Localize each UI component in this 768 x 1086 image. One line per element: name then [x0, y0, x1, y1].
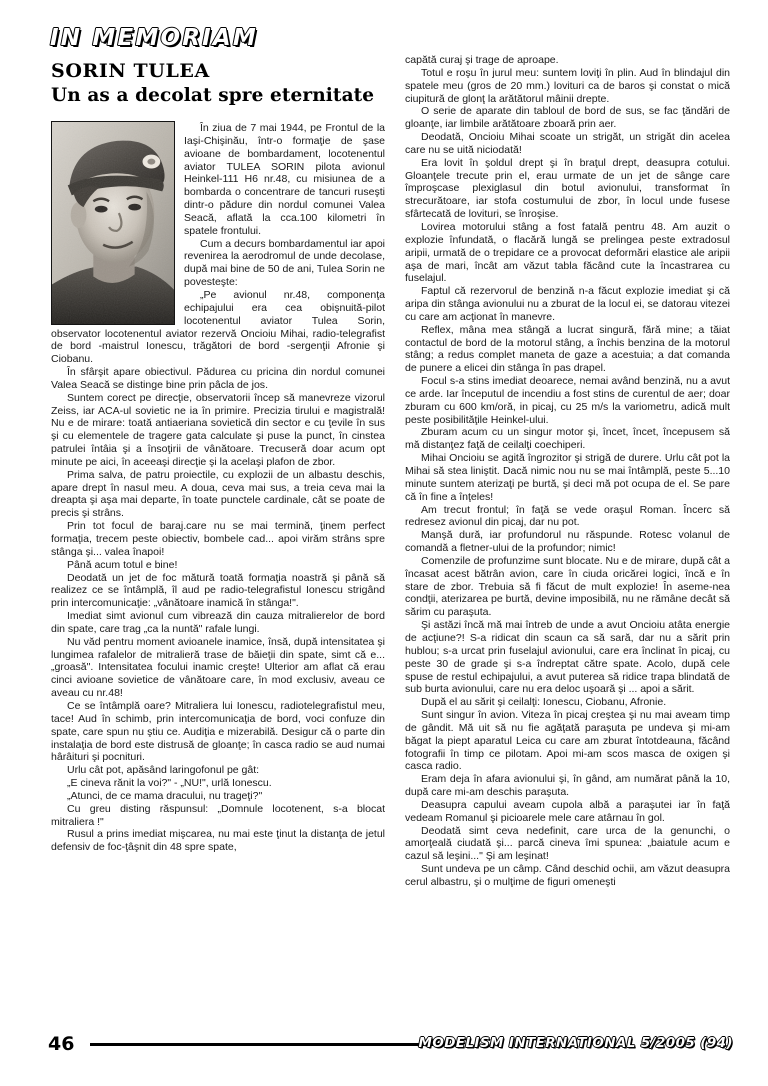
- paragraph: Cu greu disting răspunsul: „Domnule locotenent, s-a blocat mitraliera !": [51, 802, 385, 828]
- paragraph: Şi astăzi încă mă mai întreb de unde a avut Oncioiu atâta energie de acţiune?! S-a ridicat din scaun ca să sară, dar nu a sărit prin hublou; s-a urcat prin fuselajul avionului, care era înclinat în picaj, cu peste 30 de grade şi s-a îndreptat către spate. Acolo, după cele spuse de restul echipajului, a avut puterea să ridice trapa blindată de sub burta avionului, care nu era deloc uşoară şi ... apoi a sărit.: [405, 619, 730, 696]
- masthead: [50, 24, 730, 54]
- paragraph: capătă curaj şi trage de aproape.: [405, 54, 559, 66]
- paragraph: Sunt undeva pe un câmp. Când deschid ochii, am văzut deasupra cerul albastru, şi o mulţime de figuri omeneşti: [405, 863, 730, 888]
- paragraph: Până acum totul e bine!: [67, 558, 178, 571]
- paragraph: „Pe avionul nr.48, componenţa echipajului era cea obişnuită-pilot locotenentul aviator Tulea Sorin, observator locotenentul aviator rezervă Oncioiu Mihai, radio-telegrafist de bord -maistrul Ionescu, trăgători de bord -sergenţii Afronie şi Ciobanu.: [51, 288, 385, 366]
- paragraph: Manşă dură, iar profundorul nu răspunde. Rotesc volanul de comandă a fletner-ului de la profundor; nimic!: [405, 529, 730, 555]
- paragraph: Am trecut frontul; în faţă se vede oraşul Roman. Încerc să redresez avionul din picaj, dar nu pot.: [405, 503, 730, 529]
- paragraph: Urlu cât pot, apăsând laringofonul pe gât:: [67, 764, 260, 777]
- paragraph: Cum a decurs bombardamentul iar apoi revenirea la aerodromul de unde decolase, după mai bine de 50 de ani, Tulea Sorin ne povesteşte:: [184, 237, 385, 289]
- paragraph: Lovirea motorului stâng a fost fatală pentru 48. Am auzit o explozie înfundată, o flacără lungă se prelingea peste extradosul aripii, urmată de o trepidare ce a provocat deformări elastice ale aripii aşa de mari, încât am văzut tabla făcând cute la încastrarea cu fuselajul.: [405, 220, 730, 285]
- paragraph: După el au sărit şi ceilalţi: Ionescu, Ciobanu, Afronie.: [421, 696, 667, 709]
- paragraph: Suntem corect pe direcţie, observatorii încep să manevreze vizorul Zeiss, iar ACA-ul sovietic ne ia în primire. Precizia tirului e magistrală! Nu e de mirare: toată antiaeriana sovietică din sector e cu ţevile în sus şi cu elementele de tragere gata calculate şi puse la punct, în cinstea patrulei întâia şi a însoţirii de vânătoare. Trecuseră doar acum opt minute pe aici, în aceeaşi direcţie şi la acelaşi plafon de zbor.: [51, 391, 385, 468]
- paragraph: În ziua de 7 mai 1944, pe Frontul de la Iaşi-Chişinău, într-o formaţie de şase avioane de bombardament, locotenentul aviator TULEA SORIN pilota avionul Heinkel-111 H6 nr.48, cu misiunea de a bombarda o concentrare de tancuri ruseşti dintr-o pădure din nordul comunei Valea Seacă, aflată la cca.100 kilometri în spatele frontului.: [184, 122, 385, 237]
- paragraph: Totul e roşu în jurul meu: suntem loviţi în plin. Aud în blindajul din spatele meu (gros de 20 mm.) lovituri ca de baros şi constat o mică ciupitură de glonţ la arătătorul mâinii drepte.: [405, 66, 730, 105]
- paragraph: Imediat simt avionul cum vibrează din cauza mitralierelor de bord din spate, care trag „ca la nuntă" rafale lungi.: [51, 610, 385, 635]
- masthead-title: IN MEMORIAM: [50, 25, 259, 51]
- page-number: 46: [48, 1033, 75, 1055]
- paragraph: Ce se întâmplă oare? Mitraliera lui Ionescu, radiotelegrafistul meu, tace! Aud în schimb, prin intercomunicaţia de bord, voci confuze din spate, care spun nu ştiu ce. Audiţia e mizerabilă. Desigur că o parte din instalaţia de bord este distrusă de gloanţe; în casca radio se aud numai hârâituri şi pocnituri.: [51, 699, 385, 764]
- paragraph: „Atunci, de ce mama dracului, nu trageţi?": [67, 789, 263, 802]
- footer-magazine-title: MODELISM INTERNATIONAL 5/2005 (94): [418, 1035, 733, 1051]
- article-column-left: [51, 122, 385, 854]
- paragraph: Eram deja în afara avionului şi, în gând, am numărat până la 10, după care mi-am deschis paraşuta.: [405, 773, 730, 799]
- article-subtitle: Un as a decolat spre eternitate: [51, 85, 375, 106]
- paragraph: Deodată, Oncioiu Mihai scoate un strigăt, un strigăt din acelea care nu se uită niciodată!: [405, 131, 730, 156]
- paragraph: Mihai Oncioiu se agită îngrozitor şi strigă de durere. Urlu cât pot la Mihai să stea liniştit. Dacă nimic nou nu se mai întâmplă, peste 5...10 minute suntem aterizaţi pe burtă, şi deci mă pot ocupa de el. Se pare că în fine a înţeles!: [405, 452, 730, 503]
- paragraph: Zburam acum cu un singur motor şi, încet, încet, începusem să mă distanţez faţă de ceilalţi coechiperi.: [405, 426, 730, 452]
- footer-divider-rule: [90, 1043, 448, 1046]
- paragraph: „E cineva rănit la voi?" - „NU!", urlă Ionescu.: [67, 777, 272, 790]
- paragraph: O serie de aparate din tabloul de bord de sus, se fac ţăndări de gloanţe, iar limbile arătătoare zboară prin aer.: [405, 105, 730, 131]
- paragraph: Rusul a prins imediat mişcarea, nu mai este ţinut la distanţa de jetul defensiv de foc-ţâşnit din 48 spre spate,: [51, 828, 385, 854]
- paragraph: În sfârşit apare obiectivul. Pădurea cu pricina din nordul comunei Valea Seacă se distinge bine prin pâcla de jos.: [51, 366, 385, 391]
- paragraph: Reflex, mâna mea stângă a lucrat singură, fără mine; a tăiat contactul de bord de la motorul stâng, a închis benzina de la motorul stâng; a redus complet maneta de gaze a acestuia; a dat comanda de punere a elicei din stânga în pas drapel.: [405, 323, 730, 375]
- paragraph: Nu văd pentru moment avioanele inamice, însă, după intensitatea şi lungimea rafalelor de mitralieră trase de băieţii din spate, simt că e... „groasă". Intensitatea focului inamic creşte! Ulterior am aflat că erau cinci avioane sovietice de vânătoare care, în mod exclusiv, aveau ce aveau cu nr.48!: [51, 635, 385, 700]
- article-person-name: SORIN TULEA: [51, 60, 210, 82]
- page-footer: [0, 1034, 768, 1064]
- paragraph: Prima salva, de patru proiectile, cu explozii de un albastu deschis, apare drept în nasul meu. A doua, ceva mai sus, a treia ceva mai la dreapta şi aşa mai departe, în toate punctele cardinale, cât se poate de precis şi strâns.: [51, 468, 385, 520]
- article-column-right: [405, 54, 730, 889]
- paragraph: Prin tot focul de baraj.care nu se mai termină, ţinem perfect formaţia, trecem peste obiectiv, bombele cad... apoi virăm strâns spre stânga şi... valea înapoi!: [51, 520, 385, 558]
- paragraph: Comenzile de profunzime sunt blocate. Nu e de mirare, după cât a încasat acest bătrân avion, care în ciuda oricărei logici, încă e în stare de zbor. Trebuia să fi făcut de mult explozie! În aseme-nea condţii, aterizarea pe burtă, devine imposibilă, nu ne rămâne decât să sărim cu paraşuta.: [405, 554, 730, 619]
- paragraph: Sunt singur în avion. Viteza în picaj creştea şi nu mai aveam timp de gândit. Mă uit să nu fie agăţată paraşuta pe undeva şi mi-am băgat la piept aparatul Leica cu care am zburat întotdeauna, făcând fotografii în timp ce pilotam. Apoi mi-am scos masca de oxigen şi casca radio.: [405, 709, 730, 773]
- article-headline-block: [51, 61, 391, 106]
- paragraph: Focul s-a stins imediat deoarece, nemai având benzină, nu a avut ce arde. Iar începutul de incendiu a fost stins de curentul de aer; doar zburam cu 600 km/oră, in picaj, cu 25 m/s la variometru, adică mult peste posibilităţile Heinkel-ului.: [405, 375, 730, 426]
- paragraph: Deodată simt ceva nedefinit, care urca de la genunchi, o amorţeală ciudată şi... parcă cineva îmi spunea: „baiatule acum e cazul să leşini..." Şi am leşinat!: [405, 824, 730, 863]
- paragraph: Faptul că rezervorul de benzină n-a făcut explozie imediat şi că aripa din stânga avionului nu a zburat de la locul ei, se datorau vitezei cu care am acţionat în manevre.: [405, 285, 730, 323]
- paragraph: Deasupra capului aveam cupola albă a paraşutei iar în faţă vedeam Romanul şi picioarele mele care atârnau în gol.: [405, 798, 730, 824]
- paragraph: Deodată un jet de foc mătură toată formaţia noastră şi până să realizez ce se întâmplă, îl aud pe radio-telegrafistul Ionescu strigând prin intercomunicaţie: „vânătoare inamică în stânga!".: [51, 571, 385, 610]
- paragraph: Era lovit în şoldul drept şi în braţul drept, deasupra cotului. Gloanţele trecute prin el, erau urmate de un jet de sânge care împroşcase plexiglasul din botul avionului, transformat în strecurătoare, iar stofa costumului de zbor, în locul unde fusese sfârtecată de lovituri, se înroşise.: [405, 156, 730, 221]
- photo-wrap-spacer: [51, 122, 184, 327]
